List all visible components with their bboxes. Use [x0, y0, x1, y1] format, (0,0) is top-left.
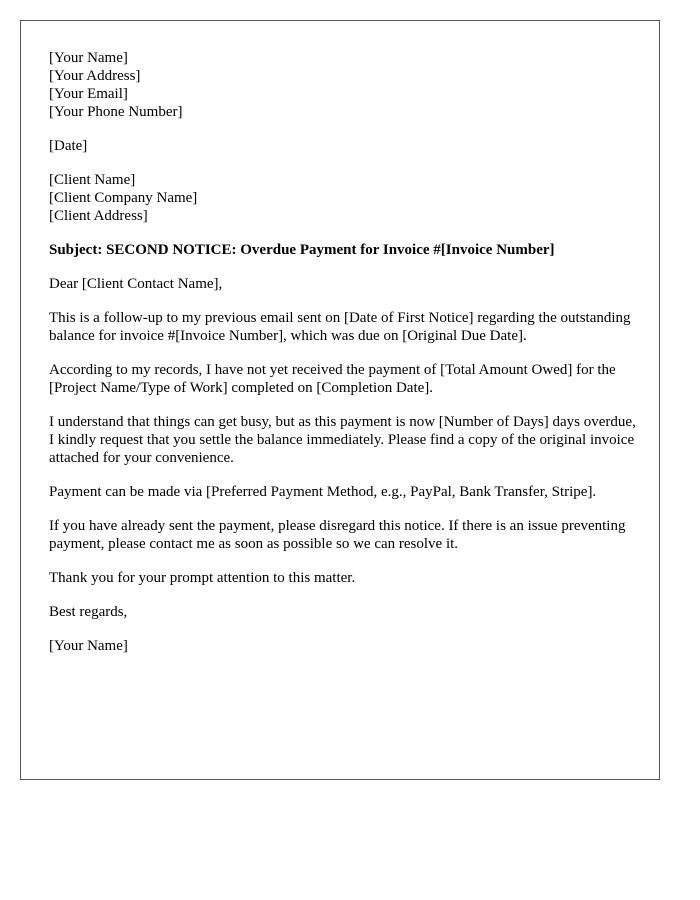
- closing: Best regards,: [49, 604, 128, 620]
- recipient-name: [Client Name]: [49, 172, 136, 188]
- body-paragraph-2: According to my records, I have not yet received the payment of [Total Amount Owed] for the [Project Name/Type of Work] completed on [Completion Date].: [49, 362, 616, 396]
- salutation: Dear [Client Contact Name],: [49, 276, 223, 292]
- sender-phone: [Your Phone Number]: [49, 104, 183, 120]
- body-paragraph-4: Payment can be made via [Preferred Payment Method, e.g., PayPal, Bank Transfer, Stripe].: [49, 484, 597, 500]
- letter-date: [Date]: [49, 138, 88, 154]
- sender-name: [Your Name]: [49, 50, 128, 66]
- subject-line: Subject: SECOND NOTICE: Overdue Payment for Invoice #[Invoice Number]: [49, 242, 555, 258]
- body-paragraph-3: I understand that things can get busy, but as this payment is now [Number of Days] days overdue, I kindly request that you settle the balance immediately. Please find a copy of the original invoice attached for your convenience.: [49, 414, 636, 466]
- sender-email: [Your Email]: [49, 86, 128, 102]
- sender-block: [49, 49, 639, 121]
- recipient-address: [Client Address]: [49, 208, 148, 224]
- body-paragraph-1: This is a follow-up to my previous email sent on [Date of First Notice] regarding the outstanding balance for invoice #[Invoice Number], which was due on [Original Due Date].: [49, 310, 631, 344]
- recipient-company: [Client Company Name]: [49, 190, 198, 206]
- date-block: [49, 137, 639, 155]
- sender-address: [Your Address]: [49, 68, 141, 84]
- recipient-block: [49, 171, 639, 225]
- body-paragraph-5: If you have already sent the payment, please disregard this notice. If there is an issue preventing payment, please contact me as soon as possible so we can resolve it.: [49, 518, 626, 552]
- letter-page: [20, 20, 660, 780]
- body-paragraph-6: Thank you for your prompt attention to this matter.: [49, 570, 356, 586]
- letter-content: [49, 49, 639, 671]
- signature: [Your Name]: [49, 638, 128, 654]
